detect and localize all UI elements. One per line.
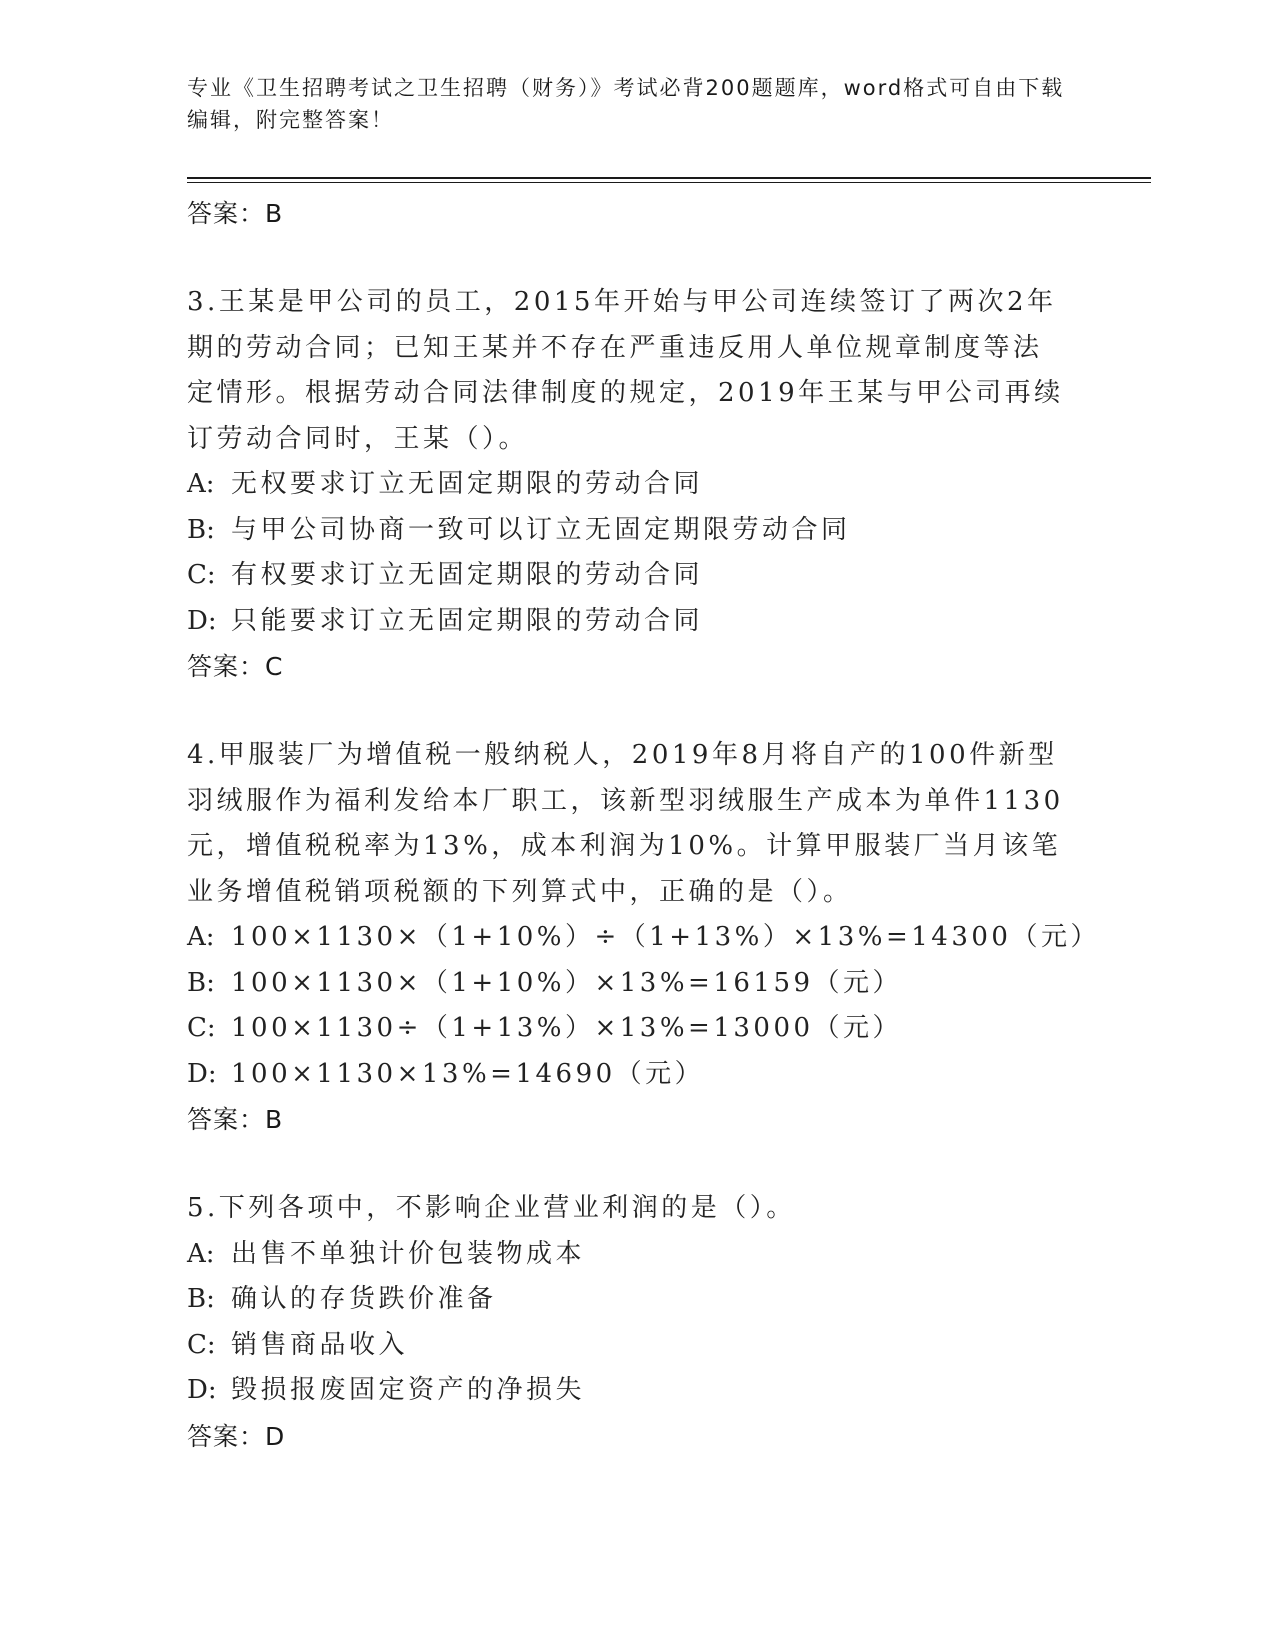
- option-b: [187, 508, 1067, 554]
- answer-line: [187, 1414, 1067, 1460]
- option-letter: A:: [187, 1238, 215, 1269]
- option-letter: B:: [187, 1284, 215, 1314]
- option-text: 毁损报废固定资产的净损失: [231, 1375, 586, 1405]
- answer-value: C: [265, 652, 284, 681]
- option-letter: B:: [187, 514, 215, 545]
- answer-value: B: [265, 199, 284, 228]
- question-stem: 4.甲服装厂为增值税一般纳税人，2019年8月将自产的100件新型羽绒服作为福利发给本厂职工，该新型羽绒服生产成本为单件1130元，增值税税率为13%，成本利润为10%。计算甲服装厂当月该笔业务增值税销项税额的下列算式中，正确的是（）。: [187, 740, 1064, 907]
- option-text: 只能要求订立无固定期限的劳动合同: [231, 605, 704, 636]
- option-letter: A:: [187, 469, 215, 499]
- question-item: [187, 733, 1100, 1143]
- answer-line: [187, 1097, 1067, 1143]
- option-text: 出售不单独计价包装物成本: [231, 1238, 586, 1269]
- option-c: [187, 1006, 1067, 1052]
- option-a: [187, 1232, 1067, 1278]
- answer-value: B: [265, 1105, 284, 1134]
- option-letter: A:: [187, 922, 215, 952]
- option-text: 确认的存货跌价准备: [231, 1284, 497, 1314]
- option-text: 100×1130×13%=14690（元）: [231, 1058, 705, 1089]
- option-text: 无权要求订立无固定期限的劳动合同: [231, 469, 704, 499]
- question-list: [187, 186, 1100, 1460]
- answer-line: [187, 191, 1067, 237]
- question-stem: 3.王某是甲公司的员工，2015年开始与甲公司连续签订了两次2年期的劳动合同；已知王某并不存在严重违反用人单位规章制度等法定情形。根据劳动合同法律制度的规定，2019年王某与甲公司再续订劳动合同时，王某（）。: [187, 287, 1064, 454]
- option-b: [187, 961, 1067, 1007]
- option-text: 100×1130×（1+10%）÷（1+13%）×13%=14300（元）: [231, 922, 1100, 952]
- header-divider-thick: [187, 177, 1151, 179]
- option-letter: D:: [187, 605, 217, 636]
- answer-line: [187, 644, 1067, 690]
- option-text: 100×1130÷（1+13%）×13%=13000（元）: [231, 1013, 903, 1043]
- option-text: 100×1130×（1+10%）×13%=16159（元）: [231, 967, 903, 998]
- option-d: [187, 1052, 1067, 1098]
- answer-prefix: 答案：: [187, 199, 266, 228]
- answer-prefix: 答案：: [187, 1421, 266, 1451]
- question-item: [187, 280, 1067, 690]
- answer-value: D: [265, 1421, 286, 1451]
- document-header: 专业《卫生招聘考试之卫生招聘（财务）》考试必背200题题库，word格式可自由下载编辑，附完整答案！: [187, 76, 1065, 132]
- option-letter: C:: [187, 560, 216, 590]
- option-letter: D:: [187, 1058, 217, 1089]
- option-text: 与甲公司协商一致可以订立无固定期限劳动合同: [231, 514, 851, 545]
- option-text: 有权要求订立无固定期限的劳动合同: [231, 560, 704, 590]
- option-a: [187, 462, 1067, 508]
- option-letter: C:: [187, 1013, 216, 1043]
- option-letter: C:: [187, 1329, 216, 1360]
- option-d: [187, 1368, 1067, 1414]
- option-text: 销售商品收入: [231, 1329, 409, 1360]
- option-a: [187, 915, 1100, 961]
- answer-prefix: 答案：: [187, 1105, 266, 1134]
- header-divider-thin: [187, 182, 1151, 183]
- option-letter: B:: [187, 967, 215, 998]
- option-c: [187, 1323, 1067, 1369]
- option-d: [187, 599, 1067, 645]
- question-item: [187, 1186, 1067, 1460]
- option-letter: D:: [187, 1375, 217, 1405]
- option-c: [187, 553, 1067, 599]
- question-stem: 5.下列各项中，不影响企业营业利润的是（）。: [187, 1193, 796, 1223]
- option-b: [187, 1277, 1067, 1323]
- answer-prefix: 答案：: [187, 652, 266, 681]
